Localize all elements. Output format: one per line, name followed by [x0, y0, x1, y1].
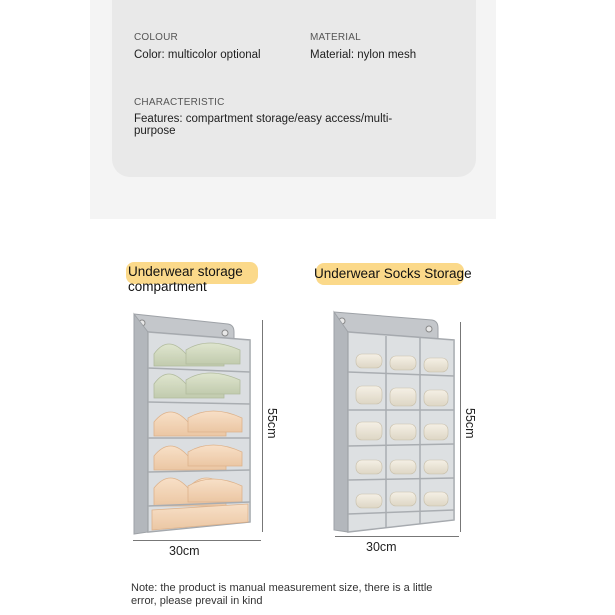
sock-organizer-image — [330, 310, 462, 538]
measurement-note — [131, 582, 481, 607]
product-1-width: 30cm — [169, 544, 200, 558]
characteristic-value-line1: Features: compartment storage/easy access/multi- — [134, 113, 393, 125]
width-line-1 — [133, 540, 261, 541]
width-line-2 — [335, 536, 459, 537]
characteristic-value-line2: purpose — [134, 125, 176, 137]
product-2-height: 55cm — [463, 408, 477, 439]
bra-organizer-image — [128, 310, 260, 540]
material-value: Material: nylon mesh — [310, 49, 417, 61]
colour-value: Color: multicolor optional — [134, 49, 261, 61]
product-2-width: 30cm — [366, 540, 397, 554]
product-1-title-line2: compartment — [128, 279, 207, 294]
height-line-1 — [262, 320, 263, 532]
note-line2: error, please prevail in kind — [131, 594, 263, 607]
colour-label: COLOUR — [134, 32, 178, 43]
product-2-title: Underwear Socks Storage — [314, 266, 472, 281]
height-line-2 — [460, 322, 461, 532]
material-label: MATERIAL — [310, 32, 361, 43]
product-1-height: 55cm — [265, 408, 279, 439]
characteristic-label: CHARACTERISTIC — [134, 97, 225, 108]
product-1-title-line1: Underwear storage — [128, 264, 243, 279]
note-line1: Note: the product is manual measurement size, there is a little — [131, 582, 433, 594]
spec-panel — [90, 0, 496, 219]
spec-card — [112, 0, 476, 177]
